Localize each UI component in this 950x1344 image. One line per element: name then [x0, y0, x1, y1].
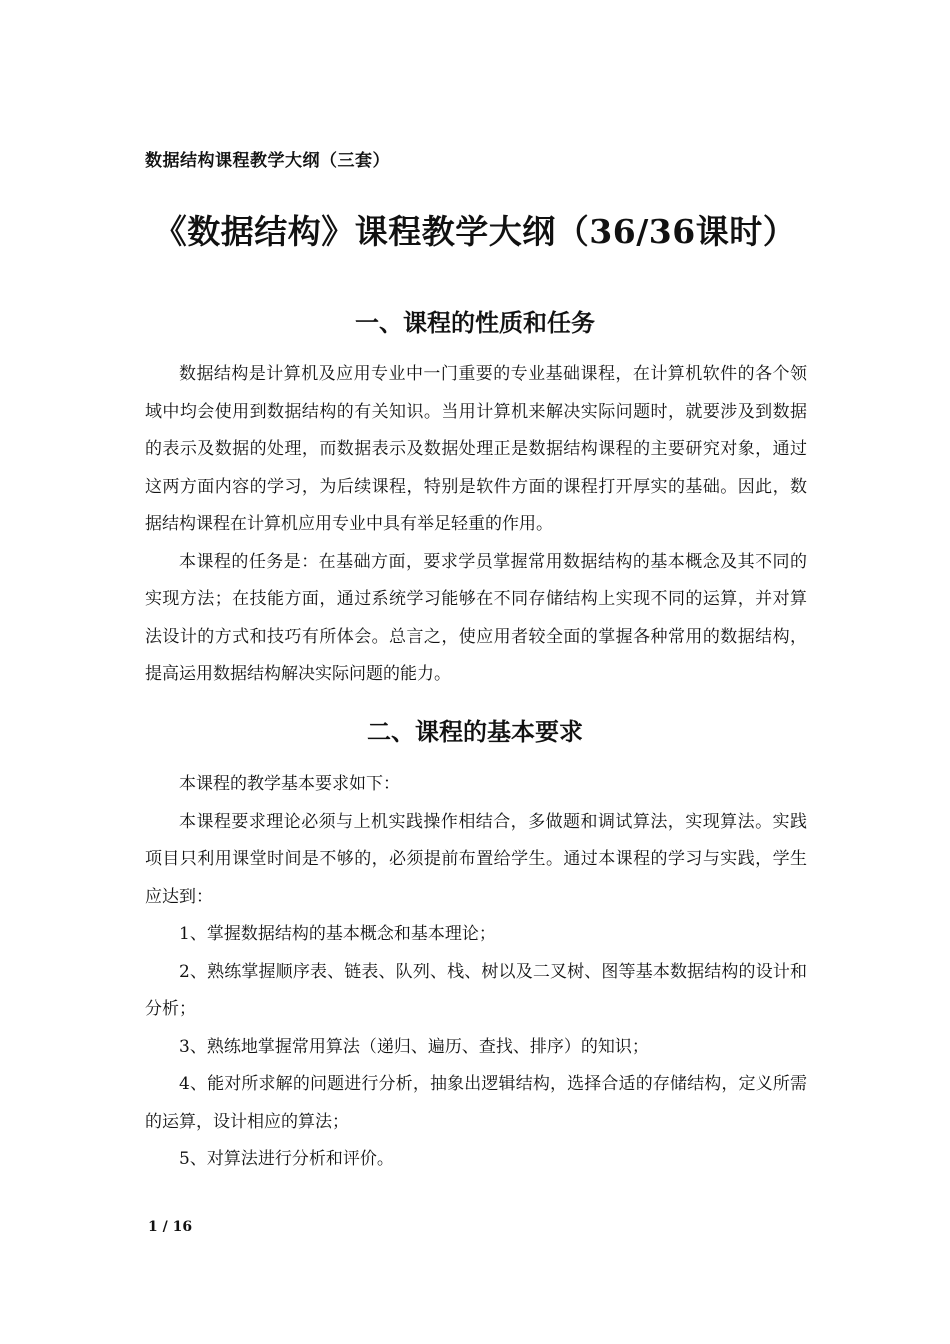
main-title: 《数据结构》课程教学大纲（36/36课时）	[153, 212, 797, 251]
section-body-nature-and-tasks	[145, 356, 807, 694]
list-item: 4、能对所求解的问题进行分析，抽象出逻辑结构，选择合适的存储结构，定义所需的运算，设计相应的算法；	[145, 1074, 807, 1132]
paragraph: 本课程的教学基本要求如下：	[179, 774, 400, 794]
document-header-title: 数据结构课程教学大纲（三套）	[145, 151, 390, 171]
list-item: 5、对算法进行分析和评价。	[179, 1149, 394, 1169]
section-body-basic-requirements	[145, 766, 807, 1179]
section-heading-basic-requirements: 二、课程的基本要求	[367, 717, 583, 746]
list-item: 3、熟练地掌握常用算法（递归、遍历、查找、排序）的知识；	[179, 1036, 649, 1057]
list-item: 1、掌握数据结构的基本概念和基本理论；	[179, 924, 496, 944]
paragraph: 本课程要求理论必须与上机实践操作相结合，多做题和调试算法，实现算法。实践项目只利用课堂时间是不够的，必须提前布置给学生。通过本课程的学习与实践，学生应达到：	[145, 811, 807, 907]
paragraph: 数据结构是计算机及应用专业中一门重要的专业基础课程，在计算机软件的各个领域中均会使用到数据结构的有关知识。当用计算机来解决实际问题时，就要涉及到数据的表示及数据的处理，而数据表示及数据处理正是数据结构课程的主要研究对象，通过这两方面内容的学习，为后续课程，特别是软件方面的课程打开厚实的基础。因此，数据结构课程在计算机应用专业中具有举足轻重的作用。	[145, 364, 807, 534]
page-number: 1 / 16	[148, 1219, 193, 1235]
section-heading-nature-and-tasks: 一、课程的性质和任务	[355, 308, 595, 337]
paragraph: 本课程的任务是：在基础方面，要求学员掌握常用数据结构的基本概念及其不同的实现方法；在技能方面，通过系统学习能够在不同存储结构上实现不同的运算，并对算法设计的方式和技巧有所体会。总言之，使应用者较全面的掌握各种常用的数据结构，提高运用数据结构解决实际问题的能力。	[145, 551, 807, 684]
list-item: 2、熟练掌握顺序表、链表、队列、栈、树以及二叉树、图等基本数据结构的设计和分析；	[145, 961, 807, 1019]
